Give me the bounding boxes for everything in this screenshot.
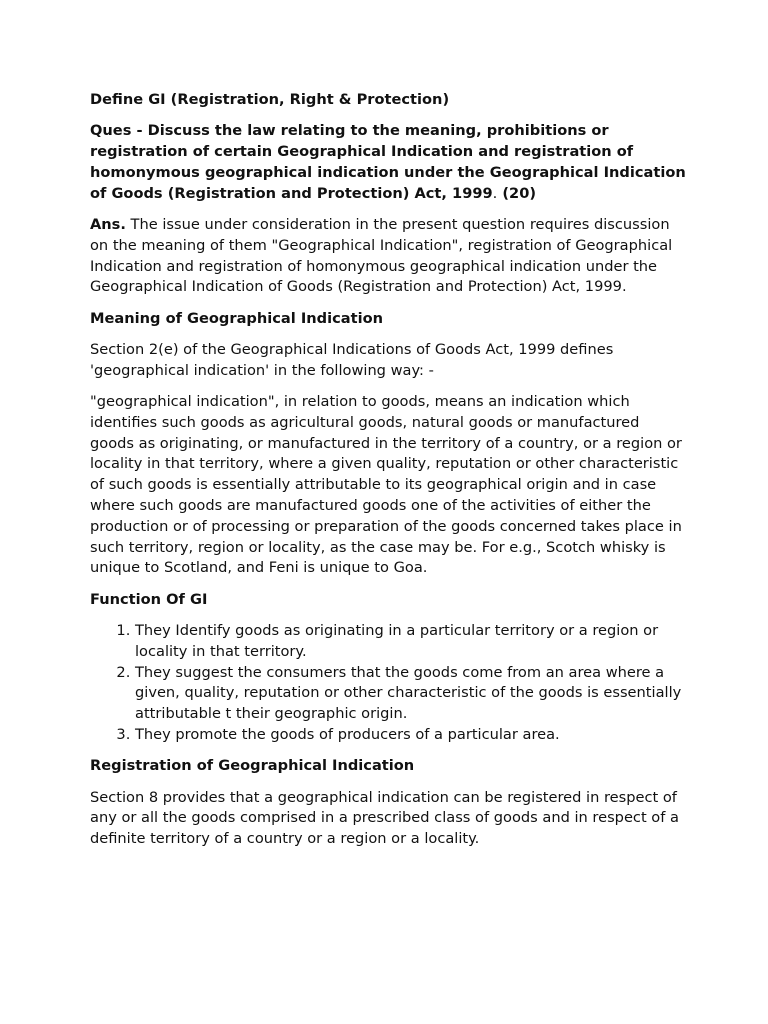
meaning-intro: Section 2(e) of the Geographical Indications of Goods Act, 1999 defines 'geographical indication' in the following way: - xyxy=(90,340,614,379)
list-item: 2. They suggest the consumers that the goods come from an area where a given, quality, reputation or other characteristic of the goods is essentially attributable t their geographic origin. xyxy=(135,663,686,725)
registration-text: Section 8 provides that a geographical indication can be registered in respect of any or all the goods comprised in a prescribed class of goods and in respect of a definite territory of a country or a region or a locality. xyxy=(90,788,679,848)
answer-paragraph xyxy=(90,215,686,298)
list-item: 1. They Identify goods as originating in a particular territory or a region or locality in that territory. xyxy=(135,621,686,663)
question-text: Ques - Discuss the law relating to the meaning, prohibitions or registration of certain Geographical Indication and registration of homonymous geographical indication under the Geographical Indication of Goods (Registration and Protection) Act, 1999 xyxy=(90,122,686,202)
question-marks: (20) xyxy=(497,184,537,202)
meaning-heading: Meaning of Geographical Indication xyxy=(90,309,384,327)
document-page xyxy=(90,90,686,861)
question-paragraph xyxy=(90,121,686,204)
answer-label: Ans. xyxy=(90,215,126,233)
registration-heading: Registration of Geographical Indication xyxy=(90,757,415,775)
document-title: Define GI (Registration, Right & Protection) xyxy=(90,91,450,108)
function-list xyxy=(90,621,686,746)
meaning-definition: "geographical indication", in relation to goods, means an indication which identifies such goods as agricultural goods, natural goods or manufactured goods as originating, or manufactured in the territory of a country, or a region or locality in that territory, where a given quality, reputation or other characteristic of such goods is essentially attributable to its geographical origin and in case where such goods are manufactured goods one of the activities of either the production or of processing or preparation of the goods concerned takes place in such territory, region or locality, as the case may be. For e.g., Scotch whisky is unique to Scotland, and Feni is unique to Goa. xyxy=(90,393,682,577)
question-dot: . xyxy=(492,184,498,202)
answer-text: The issue under consideration in the present question requires discussion on the meaning of them "Geographical Indication", registration of Geographical Indication and registration of homonymous geographical indication under the Geographical Indication of Goods (Registration and Protection) Act, 1999. xyxy=(90,215,673,296)
list-item: 3. They promote the goods of producers of a particular area. xyxy=(135,725,686,746)
function-heading: Function Of GI xyxy=(90,590,208,608)
